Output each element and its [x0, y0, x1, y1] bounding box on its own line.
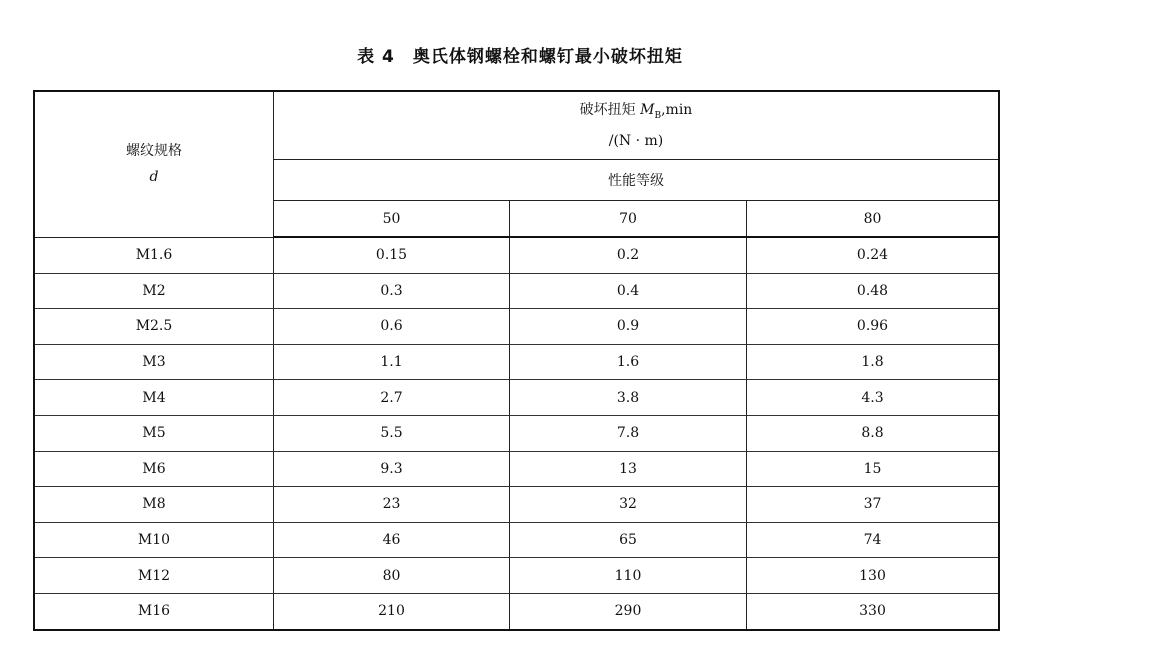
torque-80-cell: 1.8 — [747, 344, 1000, 380]
class-header-80: 80 — [747, 201, 1000, 238]
torque-70-cell: 110 — [510, 558, 747, 594]
table-row — [34, 237, 999, 273]
thread-size-cell: M16 — [34, 593, 274, 629]
torque-70-cell: 32 — [510, 487, 747, 523]
thread-size-cell: M8 — [34, 487, 274, 523]
torque-50-cell: 0.6 — [274, 309, 510, 345]
torque-80-cell: 0.24 — [747, 237, 1000, 273]
torque-table — [33, 90, 1000, 631]
torque-unit: /(N · m) — [608, 133, 664, 150]
thread-size-cell: M2.5 — [34, 309, 274, 345]
torque-70-cell: 0.2 — [510, 237, 747, 273]
torque-80-cell: 0.48 — [747, 273, 1000, 309]
thread-symbol: d — [149, 169, 159, 186]
class-header-50: 50 — [274, 201, 510, 238]
torque-70-cell: 1.6 — [510, 344, 747, 380]
torque-80-cell: 8.8 — [747, 415, 1000, 451]
torque-70-cell: 65 — [510, 522, 747, 558]
torque-50-cell: 46 — [274, 522, 510, 558]
torque-suffix: ,min — [661, 101, 693, 118]
torque-50-cell: 0.15 — [274, 237, 510, 273]
torque-50-cell: 210 — [274, 593, 510, 629]
torque-70-cell: 290 — [510, 593, 747, 629]
thread-size-cell: M2 — [34, 273, 274, 309]
thread-size-cell: M10 — [34, 522, 274, 558]
torque-subscript: B — [654, 110, 662, 121]
torque-50-cell: 5.5 — [274, 415, 510, 451]
thread-label: 螺纹规格 — [126, 143, 182, 160]
torque-label: 破坏扭矩 — [579, 101, 636, 118]
thread-size-cell: M6 — [34, 451, 274, 487]
torque-50-cell: 23 — [274, 487, 510, 523]
property-class-header: 性能等级 — [274, 160, 1000, 201]
table-row — [34, 309, 999, 345]
table-row — [34, 273, 999, 309]
torque-70-cell: 3.8 — [510, 380, 747, 416]
thread-size-cell: M12 — [34, 558, 274, 594]
torque-80-cell: 130 — [747, 558, 1000, 594]
class-header-70: 70 — [510, 201, 747, 238]
table-title: 表 4 奥氏体钢螺栓和螺钉最小破坏扭矩 — [357, 47, 683, 67]
table-row — [34, 344, 999, 380]
table-row — [34, 380, 999, 416]
thread-size-cell: M1.6 — [34, 237, 274, 273]
torque-80-cell: 4.3 — [747, 380, 1000, 416]
torque-80-cell: 330 — [747, 593, 1000, 629]
torque-70-cell: 13 — [510, 451, 747, 487]
torque-70-cell: 7.8 — [510, 415, 747, 451]
torque-50-cell: 1.1 — [274, 344, 510, 380]
torque-70-cell: 0.9 — [510, 309, 747, 345]
thread-size-cell: M3 — [34, 344, 274, 380]
torque-70-cell: 0.4 — [510, 273, 747, 309]
torque-symbol: M — [640, 101, 655, 118]
table-row — [34, 593, 999, 629]
table-row — [34, 558, 999, 594]
torque-80-cell: 0.96 — [747, 309, 1000, 345]
table-row — [34, 415, 999, 451]
thread-header — [34, 91, 274, 237]
torque-80-cell: 15 — [747, 451, 1000, 487]
table-row — [34, 487, 999, 523]
thread-size-cell: M5 — [34, 415, 274, 451]
thread-size-cell: M4 — [34, 380, 274, 416]
torque-header — [274, 91, 1000, 160]
torque-50-cell: 9.3 — [274, 451, 510, 487]
torque-50-cell: 80 — [274, 558, 510, 594]
torque-80-cell: 74 — [747, 522, 1000, 558]
torque-50-cell: 0.3 — [274, 273, 510, 309]
table-row — [34, 451, 999, 487]
table-row — [34, 522, 999, 558]
torque-80-cell: 37 — [747, 487, 1000, 523]
torque-50-cell: 2.7 — [274, 380, 510, 416]
